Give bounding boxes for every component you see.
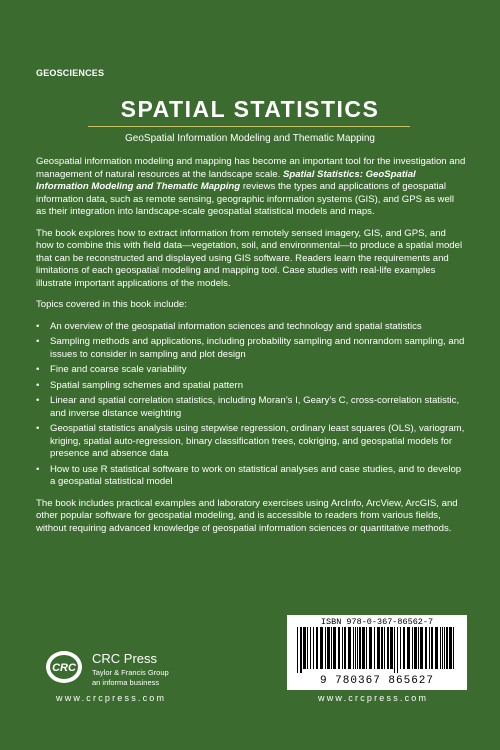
topics-intro: Topics covered in this book include: bbox=[36, 299, 187, 310]
topic-item: • How to use R statistical software to work on statistical analyses and case studies, and to develop a geospatial statistical model bbox=[36, 464, 466, 489]
barcode-bar bbox=[357, 627, 358, 669]
topic-item: • Fine and coarse scale variability bbox=[36, 364, 466, 377]
topics-list bbox=[36, 321, 466, 489]
barcode-bar bbox=[397, 627, 398, 673]
barcode-bar bbox=[449, 627, 452, 669]
topic-item: • Sampling methods and applications, including probability sampling and nonrandom sampling, and issues to consider in sampling and plot design bbox=[36, 336, 466, 361]
barcode-bar bbox=[425, 627, 427, 669]
barcode-bar bbox=[377, 627, 380, 669]
website-left: www.crcpress.com bbox=[56, 693, 167, 703]
barcode-bar bbox=[412, 627, 413, 669]
barcode-bar bbox=[429, 627, 430, 669]
barcode-bar bbox=[431, 627, 433, 669]
website-right: www.crcpress.com bbox=[318, 693, 429, 703]
publisher-informa: an informa business bbox=[92, 678, 160, 687]
barcode-bar bbox=[394, 627, 395, 673]
barcode-graphic bbox=[295, 627, 459, 673]
barcode-bar bbox=[442, 627, 443, 669]
barcode-bar bbox=[381, 627, 383, 669]
barcode-bar bbox=[342, 627, 343, 669]
barcode-bar bbox=[374, 627, 375, 669]
topic-item: • An overview of the geospatial information sciences and technology and spatial statistics bbox=[36, 321, 466, 334]
barcode-bar bbox=[331, 627, 332, 669]
title-divider bbox=[88, 126, 410, 127]
barcode-bar bbox=[390, 627, 393, 669]
intro-lead: Geospatial information modeling and mapping has become an important tool for the investigation and management of natural resources at the landscape scale. bbox=[36, 156, 466, 180]
barcode-bar bbox=[366, 627, 367, 669]
ean-number: 9 780367 865627 bbox=[319, 675, 435, 687]
barcode-bar bbox=[444, 627, 445, 669]
topic-item: • Geospatial statistics analysis using stepwise regression, ordinary least squares (OLS), variogram, kriging, spatial auto-regression, binary classification trees, cokriging, and geospatial models for presence and absence data bbox=[36, 423, 466, 461]
barcode-bar bbox=[297, 627, 298, 673]
paragraph-practical: The book includes practical examples and laboratory exercises using ArcInfo, ArcView, ArcGIS, and other popular software for geospatial modeling, and is accessible to readers from various fields, without requiring advanced knowledge of geospatial information sciences or quantitative methods. bbox=[36, 497, 458, 534]
publisher-group: Taylor & Francis Group bbox=[92, 668, 169, 677]
barcode-bar bbox=[418, 627, 419, 669]
barcode-bar bbox=[403, 627, 405, 669]
intro-rest: reviews the types and applications of geospatial information data, such as remote sensing, geographic information systems (GIS), and GPS as well as their integration into landscape-scale geospatial statistical models and maps. bbox=[36, 181, 455, 217]
crc-press-logo bbox=[44, 649, 84, 685]
barcode-bar bbox=[369, 627, 372, 669]
barcode-bar bbox=[359, 627, 361, 669]
barcode-bar bbox=[407, 627, 410, 669]
barcode-bar bbox=[362, 627, 365, 669]
barcode-bar bbox=[320, 627, 323, 669]
barcode-bar bbox=[348, 627, 351, 669]
barcode-bar bbox=[327, 627, 330, 669]
barcode-bar bbox=[316, 627, 318, 669]
category-label: GEOSCIENCES bbox=[36, 68, 105, 78]
barcode-bar bbox=[338, 627, 340, 669]
book-title: SPATIAL STATISTICS bbox=[120, 96, 380, 122]
barcode-bar bbox=[325, 627, 326, 669]
isbn-text: ISBN 978-0-367-86562-7 bbox=[320, 617, 434, 627]
barcode-bar bbox=[300, 627, 302, 673]
barcode-bar bbox=[333, 627, 336, 669]
paragraph-intro bbox=[36, 156, 466, 219]
barcode-bar bbox=[344, 627, 346, 669]
barcode-bar bbox=[355, 627, 356, 669]
barcode-bar bbox=[353, 627, 354, 669]
intro-book-title: Spatial Statistics: GeoSpatial Information Modeling and Thematic Mapping bbox=[36, 168, 416, 192]
topic-item: • Spatial sampling schemes and spatial pattern bbox=[36, 380, 466, 393]
barcode-bar bbox=[313, 627, 314, 669]
topic-item: • Linear and spatial correlation statistics, including Moran’s I, Geary’s C, cross-correlation statistic, and inverse distance weighting bbox=[36, 395, 466, 420]
book-subtitle: GeoSpatial Information Modeling and Thematic Mapping bbox=[125, 133, 375, 144]
barcode-bar bbox=[453, 627, 454, 669]
barcode-bar bbox=[400, 627, 401, 669]
logo-text: CRC bbox=[52, 662, 76, 674]
barcode-bar bbox=[387, 627, 389, 669]
barcode-bar bbox=[307, 627, 308, 669]
barcode-bar bbox=[440, 627, 441, 669]
barcode-bar bbox=[310, 627, 311, 669]
paragraph-explores: The book explores how to extract information from remotely sensed imagery, GIS, and GPS, and how to combine this with field data—vegetation, soil, and environmental—to produce a spatial model that can be reconstructed and displayed using GIS software. Readers learn the requirements and limitations of each geospatial modeling and mapping tool. Case studies with real-life examples illustrate important applications of the models. bbox=[36, 227, 463, 289]
description bbox=[36, 156, 466, 544]
barcode-bar bbox=[420, 627, 423, 669]
barcode-bar bbox=[435, 627, 438, 669]
barcode-bar bbox=[384, 627, 385, 669]
barcode-panel bbox=[287, 615, 467, 690]
barcode-bar bbox=[446, 627, 448, 669]
barcode-bar bbox=[303, 627, 306, 669]
barcode-bar bbox=[414, 627, 417, 669]
publisher-name: CRC Press bbox=[92, 651, 158, 666]
